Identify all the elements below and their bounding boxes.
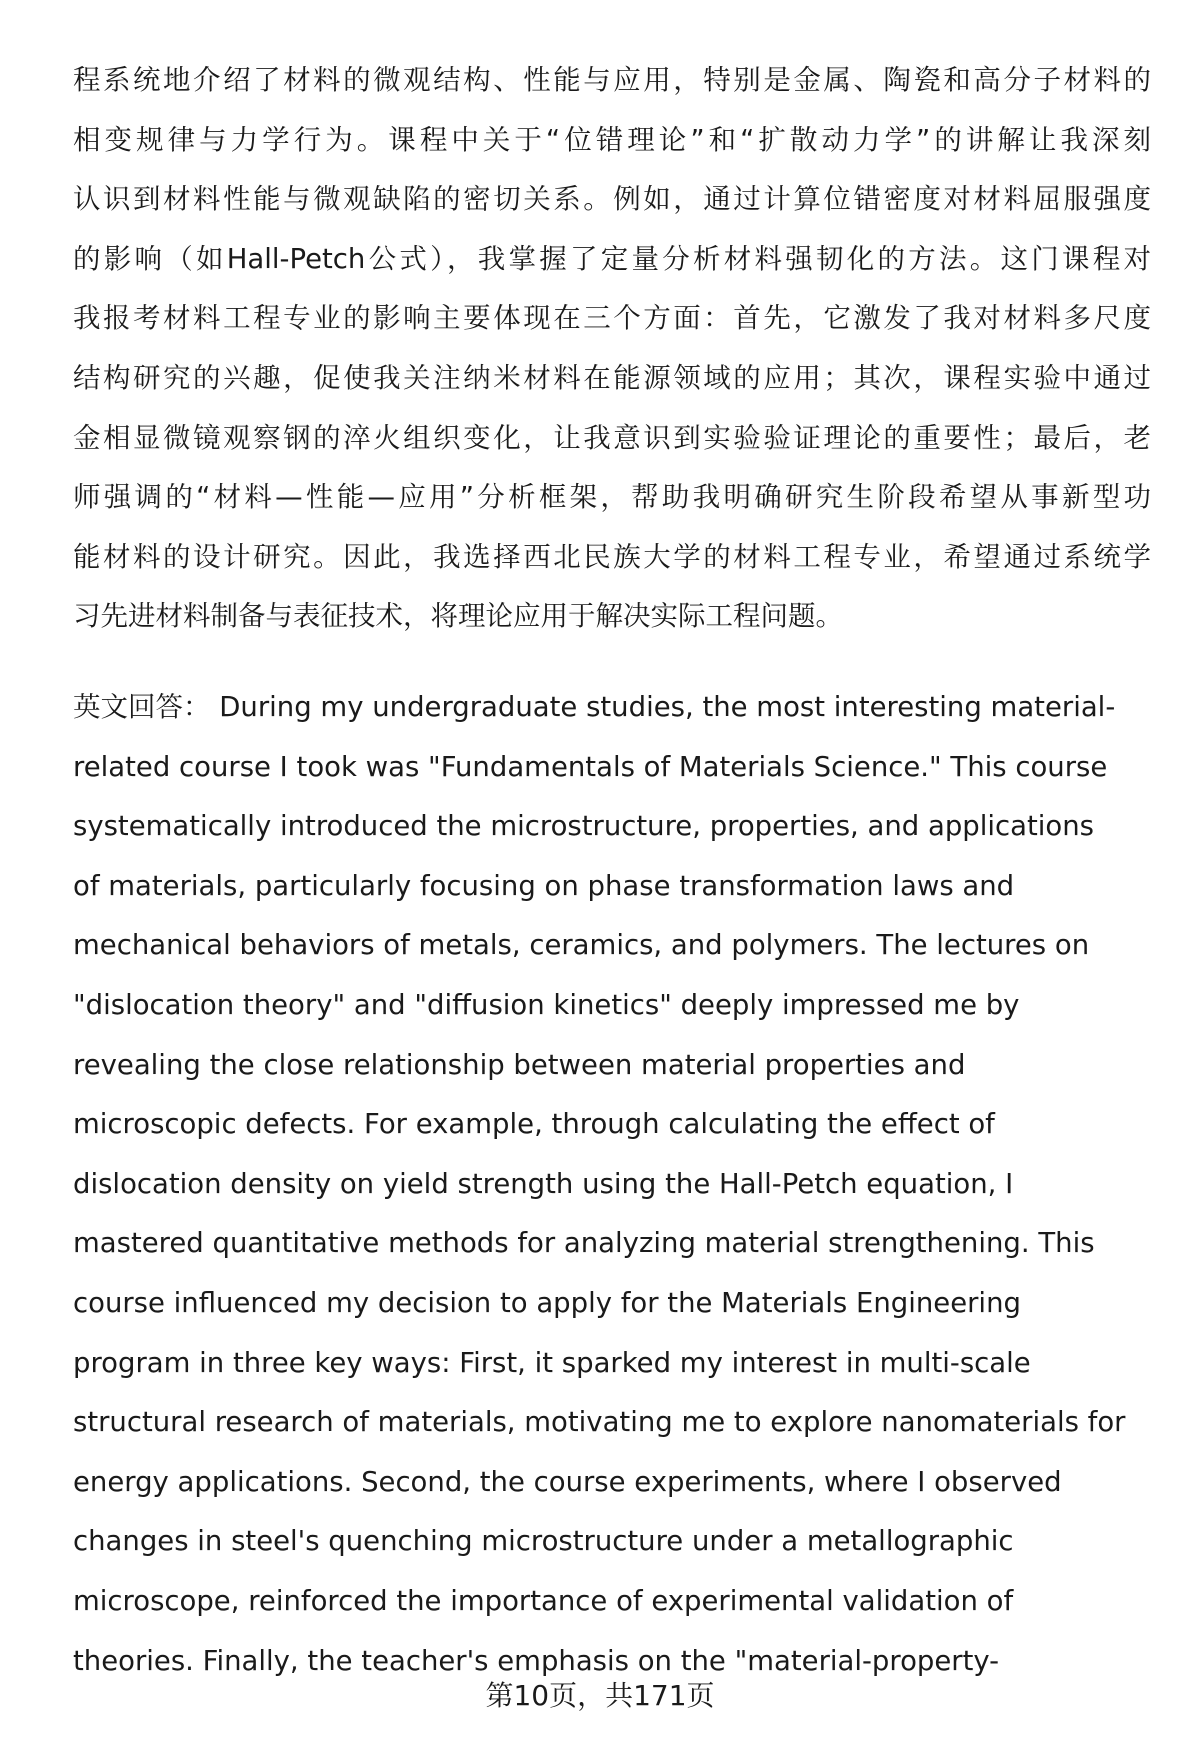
text-line: microscope, reinforced the importance of experimental validation of <box>73 1585 1014 1617</box>
text-line: 相变规律与力学行为。课程中关于“位错理论”和“扩散动力学”的讲解让我深刻 <box>73 123 1151 156</box>
text-line: microscopic defects. For example, through calculating the effect of <box>73 1108 995 1141</box>
text-line: 能材料的设计研究。因此，我选择西北民族大学的材料工程专业，希望通过系统学 <box>73 540 1151 573</box>
text-line: 程系统地介绍了材料的微观结构、性能与应用，特别是金属、陶瓷和高分子材料的 <box>73 64 1151 96</box>
text-line: structural research of materials, motivating me to explore nanomaterials for <box>73 1406 1126 1439</box>
text-line: 认识到材料性能与微观缺陷的密切关系。例如，通过计算位错密度对材料屈服强度 <box>73 183 1151 216</box>
page-number-footer: 第10页，共171页 <box>485 1679 715 1712</box>
text-line: mastered quantitative methods for analyzing material strengthening. This <box>73 1227 1095 1260</box>
text-line: mechanical behaviors of metals, ceramics, and polymers. The lectures on <box>73 929 1090 962</box>
text-line: theories. Finally, the teacher's emphasis on the "material-property- <box>73 1644 1000 1677</box>
text-line: 师强调的“材料—性能—应用”分析框架，帮助我明确研究生阶段希望从事新型功 <box>73 481 1151 514</box>
text-line: revealing the close relationship between material properties and <box>73 1048 966 1081</box>
text-line: related course I took was "Fundamentals of Materials Science." This course <box>73 750 1108 783</box>
text-line: 习先进材料制备与表征技术，将理论应用于解决实际工程问题。 <box>73 600 843 633</box>
text-line: 英文回答： During my undergraduate studies, the most interesting material- <box>73 691 1116 723</box>
text-line: energy applications. Second, the course experiments, where I observed <box>73 1465 1062 1498</box>
text-line: program in three key ways: First, it sparked my interest in multi-scale <box>73 1346 1031 1379</box>
text-line: changes in steel's quenching microstructure under a metallographic <box>73 1525 1014 1558</box>
text-line: systematically introduced the microstructure, properties, and applications <box>73 810 1095 843</box>
text-line: 结构研究的兴趣，促使我关注纳米材料在能源领域的应用；其次，课程实验中通过 <box>73 362 1151 394</box>
text-line: dislocation density on yield strength using the Hall-Petch equation, I <box>73 1167 1014 1200</box>
text-line: 我报考材料工程专业的影响主要体现在三个方面：首先，它激发了我对材料多尺度 <box>73 302 1151 335</box>
text-line: course influenced my decision to apply for the Materials Engineering <box>73 1287 1021 1319</box>
text-line: 金相显微镜观察钢的淬火组织变化，让我意识到实验验证理论的重要性；最后，老 <box>73 421 1151 454</box>
text-line: "dislocation theory" and "diffusion kinetics" deeply impressed me by <box>73 989 1020 1021</box>
text-line: of materials, particularly focusing on phase transformation laws and <box>73 869 1015 902</box>
text-line: 的影响（如Hall-Petch公式），我掌握了定量分析材料强韧化的方法。这门课程对 <box>73 242 1151 275</box>
